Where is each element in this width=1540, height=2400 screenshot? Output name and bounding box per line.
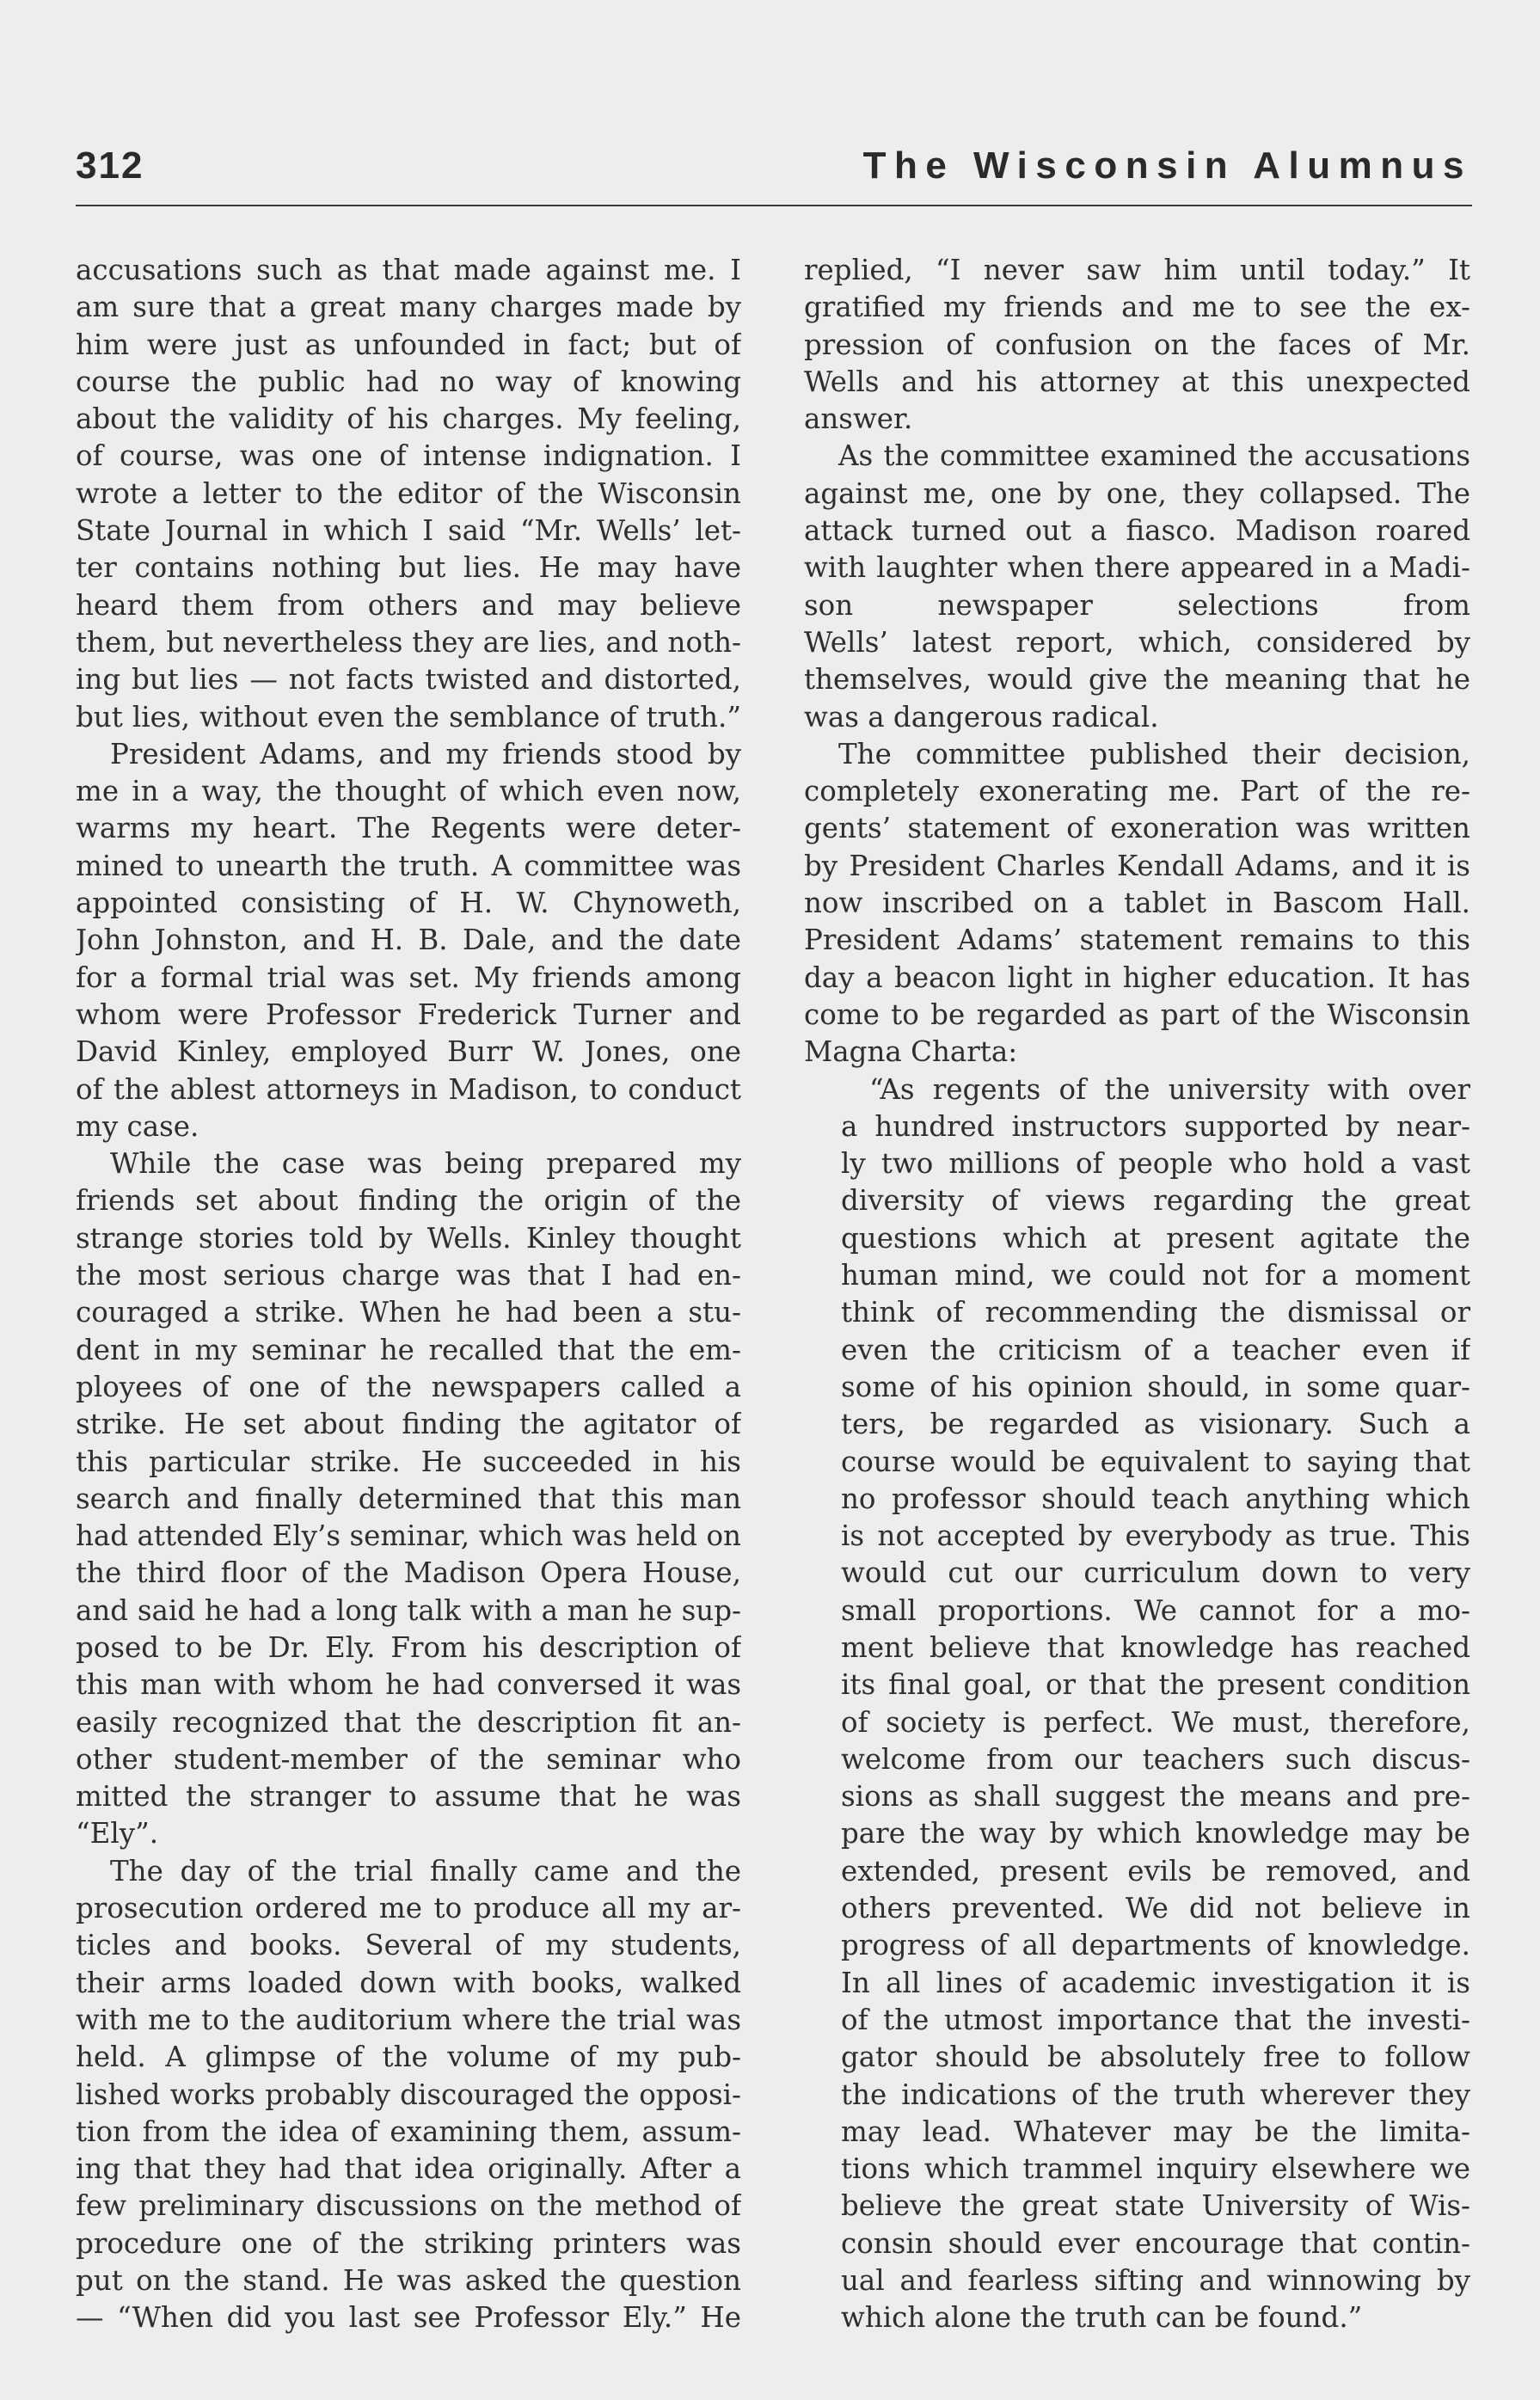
text-line: come to be regarded as part of the Wisconsin	[804, 997, 1470, 1031]
text-line: The committee published their decision,	[838, 737, 1470, 770]
text-line: As the committee examined the accusations	[838, 439, 1470, 473]
text-line: whom were Professor Frederick Turner and	[76, 997, 741, 1031]
text-line: even the criticism of a teacher even if	[841, 1333, 1470, 1366]
text-line: of the ablest attorneys in Madison, to conduct	[76, 1072, 741, 1106]
text-line: Magna Charta:	[804, 1035, 1018, 1069]
text-line: ual and fearless sifting and winnowing by	[841, 2264, 1470, 2298]
text-line: strike. He set about finding the agitator of	[76, 1408, 741, 1441]
text-line: now inscribed on a tablet in Bascom Hall.	[804, 887, 1470, 920]
text-line: son newspaper selections from	[804, 588, 1470, 622]
text-line: answer.	[804, 402, 913, 436]
text-line: pare the way by which knowledge may be	[841, 1817, 1470, 1851]
text-line: “As regents of the university with over	[869, 1072, 1470, 1106]
text-line: the most serious charge was that I had en-	[76, 1259, 741, 1292]
text-line: progress of all departments of knowledge.	[841, 1929, 1470, 1962]
text-line: mined to unearth the truth. A committee was	[76, 849, 741, 882]
text-line: course the public had no way of knowing	[76, 365, 741, 398]
magazine-title: The Wisconsin Alumnus	[862, 144, 1472, 187]
text-line: other student-member of the seminar who	[76, 1742, 741, 1776]
text-line: gator should be absolutely free to follow	[841, 2041, 1470, 2074]
text-line: this man with whom he had conversed it was	[76, 1668, 741, 1702]
text-line: ters, be regarded as visionary. Such a	[841, 1408, 1470, 1441]
text-line: ing but lies — not facts twisted and distorted,	[76, 663, 741, 697]
text-line: In all lines of academic investigation it is	[841, 1966, 1470, 1999]
text-line: sions as shall suggest the means and pre-	[841, 1780, 1470, 1814]
text-line: of the utmost importance that the investi-	[841, 2003, 1470, 2036]
text-line: ticles and books. Several of my students,	[76, 1929, 741, 1962]
text-line: couraged a strike. When he had been a stu-	[76, 1296, 741, 1329]
text-line: the indications of the truth wherever they	[841, 2078, 1470, 2111]
right-column	[804, 252, 1470, 2337]
text-line: John Johnston, and H. B. Dale, and the date	[76, 924, 741, 957]
text-line: appointed consisting of H. W. Chynoweth,	[76, 887, 741, 920]
text-line: of society is perfect. We must, therefore,	[841, 1705, 1470, 1739]
text-line: him were just as unfounded in fact; but of	[76, 328, 741, 361]
text-line: friends set about finding the origin of the	[76, 1184, 741, 1218]
text-line: completely exonerating me. Part of the re-	[804, 775, 1470, 808]
text-line: course would be equivalent to saying that	[841, 1445, 1470, 1478]
text-line: put on the stand. He was asked the question	[76, 2264, 741, 2298]
text-line: my case.	[76, 1109, 199, 1143]
left-column	[76, 252, 741, 2337]
text-line: and said he had a long talk with a man he sup-	[76, 1593, 741, 1627]
text-line: against me, one by one, they collapsed. The	[804, 476, 1470, 510]
text-line: with laughter when there appeared in a Madi-	[804, 551, 1470, 585]
text-line: me in a way, the thought of which even now,	[76, 775, 741, 808]
text-line: believe the great state University of Wis-	[841, 2189, 1470, 2223]
text-line: Wells’ latest report, which, considered by	[804, 625, 1470, 659]
text-line: pression of confusion on the faces of Mr.	[804, 328, 1470, 361]
text-line: extended, present evils be removed, and	[841, 1854, 1470, 1887]
text-line: ter contains nothing but lies. He may have	[76, 551, 741, 585]
text-line: with me to the auditorium where the trial was	[76, 2003, 741, 2036]
text-line: warms my heart. The Regents were deter-	[76, 812, 741, 845]
text-line: President Adams’ statement remains to this	[804, 924, 1470, 957]
text-line: a hundred instructors supported by near-	[841, 1109, 1470, 1143]
text-line: gents’ statement of exoneration was written	[804, 812, 1470, 845]
text-line: about the validity of his charges. My feeling,	[76, 402, 741, 436]
text-line: think of recommending the dismissal or	[841, 1296, 1470, 1329]
text-line: but lies, without even the semblance of truth.”	[76, 700, 741, 734]
text-line: wrote a letter to the editor of the Wisconsin	[76, 476, 741, 510]
text-line: ing that they had that idea originally. After a	[76, 2152, 741, 2186]
text-line: was a dangerous radical.	[804, 700, 1159, 734]
text-line: questions which at present agitate the	[841, 1221, 1470, 1255]
text-line: prosecution ordered me to produce all my ar-	[76, 1892, 741, 1925]
text-line: its final goal, or that the present condition	[841, 1668, 1470, 1702]
text-line: held. A glimpse of the volume of my pub-	[76, 2041, 741, 2074]
text-line: small proportions. We cannot for a mo-	[841, 1593, 1470, 1627]
text-line: “Ely”.	[76, 1817, 159, 1851]
text-line: David Kinley, employed Burr W. Jones, one	[76, 1035, 741, 1069]
text-line: posed to be Dr. Ely. From his description of	[76, 1630, 741, 1664]
text-line: which alone the truth can be found.”	[841, 2301, 1363, 2335]
text-line: would cut our curriculum down to very	[841, 1556, 1470, 1590]
regents-quote	[804, 1071, 1470, 2337]
text-line: had attended Ely’s seminar, which was held on	[76, 1519, 741, 1553]
text-line: While the case was being prepared my	[110, 1147, 741, 1181]
text-line: ly two millions of people who hold a vast	[841, 1147, 1470, 1181]
text-line: ment believe that knowledge has reached	[841, 1630, 1470, 1664]
text-line: easily recognized that the description fit an-	[76, 1705, 741, 1739]
text-line: by President Charles Kendall Adams, and it is	[804, 849, 1470, 882]
text-line: strange stories told by Wells. Kinley thought	[76, 1221, 741, 1255]
text-line: some of his opinion should, in some quar-	[841, 1370, 1470, 1403]
text-line: themselves, would give the meaning that he	[804, 663, 1470, 697]
text-line: gratified my friends and me to see the ex-	[804, 291, 1470, 324]
text-line: others prevented. We did not believe in	[841, 1892, 1470, 1925]
text-line: accusations such as that made against me. I	[76, 254, 741, 286]
text-line: for a formal trial was set. My friends among	[76, 961, 741, 994]
text-line: The day of the trial finally came and the	[110, 1854, 741, 1887]
text-line: no professor should teach anything which	[841, 1482, 1470, 1515]
text-line: tions which trammel inquiry elsewhere we	[841, 2152, 1470, 2186]
text-line: them, but nevertheless they are lies, and noth-	[76, 625, 741, 659]
page-header	[76, 144, 1472, 205]
text-line: consin should ever encourage that contin-	[841, 2226, 1470, 2260]
text-line: tion from the idea of examining them, assum-	[76, 2115, 741, 2148]
text-line: am sure that a great many charges made by	[76, 291, 741, 324]
text-line: the third floor of the Madison Opera House,	[76, 1556, 741, 1590]
text-line: may lead. Whatever may be the limita-	[841, 2115, 1470, 2148]
text-line: ployees of one of the newspapers called a	[76, 1370, 741, 1403]
text-line: diversity of views regarding the great	[841, 1184, 1470, 1218]
page-number: 312	[76, 144, 144, 187]
text-line: human mind, we could not for a moment	[841, 1259, 1470, 1292]
text-line: mitted the stranger to assume that he was	[76, 1780, 741, 1814]
text-line: heard them from others and may believe	[76, 588, 741, 622]
text-line: State Journal in which I said “Mr. Wells’ let-	[76, 514, 741, 548]
text-line: dent in my seminar he recalled that the em-	[76, 1333, 741, 1366]
right-column-body	[804, 252, 1470, 1071]
text-line: few preliminary discussions on the method of	[76, 2189, 741, 2223]
text-line: their arms loaded down with books, walked	[76, 1966, 741, 1999]
text-line: replied, “I never saw him until today.” It	[804, 254, 1470, 286]
header-rule	[76, 205, 1472, 206]
text-line: attack turned out a fiasco. Madison roared	[804, 514, 1470, 548]
text-line: is not accepted by everybody as true. This	[841, 1519, 1470, 1553]
text-line: this particular strike. He succeeded in his	[76, 1445, 741, 1478]
text-line: Wells and his attorney at this unexpected	[804, 365, 1470, 398]
text-line: procedure one of the striking printers was	[76, 2226, 741, 2260]
text-line: lished works probably discouraged the opposi-	[76, 2078, 741, 2111]
text-line: search and finally determined that this man	[76, 1482, 741, 1515]
text-line: welcome from our teachers such discus-	[841, 1742, 1470, 1776]
text-line: of course, was one of intense indignation. I	[76, 439, 741, 473]
text-line: President Adams, and my friends stood by	[110, 737, 741, 770]
text-line: — “When did you last see Professor Ely.” He	[76, 2301, 741, 2335]
text-line: day a beacon light in higher education. It has	[804, 961, 1470, 994]
